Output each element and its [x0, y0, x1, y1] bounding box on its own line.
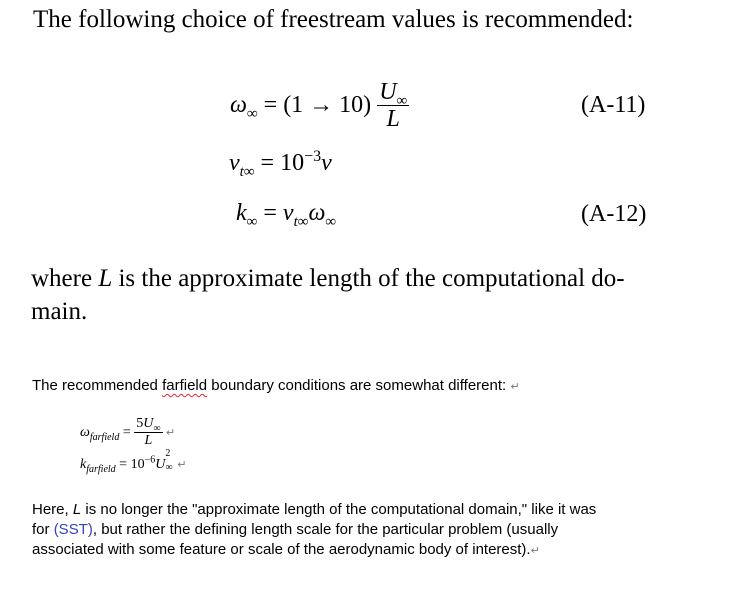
- velocity-over-length-fraction: [377, 80, 409, 133]
- equation-omega-freestream: [230, 80, 409, 133]
- farfield-fraction: [134, 417, 162, 448]
- omega-infinity-symbol: $\omega_\infty$: [230, 91, 258, 122]
- paragraph-mark: ↵: [177, 459, 187, 471]
- paragraph-mark: ↵: [166, 426, 176, 439]
- equation-number-a12: (A-12): [581, 201, 647, 227]
- paragraph-mark: ↵: [530, 545, 540, 557]
- paragraph-mark: ↵: [510, 381, 520, 393]
- where-text-line1: where L is the approximate length of the computational do-: [31, 265, 625, 292]
- sst-reference-link[interactable]: (SST): [53, 521, 93, 538]
- farfield-numerator: $5U_\infty$: [136, 416, 161, 434]
- fraction-denominator: L: [386, 106, 400, 133]
- where-text-line2: main.: [31, 298, 88, 325]
- equation-k-farfield: $k_{farfield} = 10^{-6}U$ 2 ∞ ↵: [80, 448, 187, 475]
- explanation-paragraph: Here, L is no longer the "approximate length of the computational domain," like it was for (SST), but rather the defining length scale for the particular problem (usually associated with some feature or scale of the aerodynamic body of interest).↵: [32, 501, 597, 558]
- equation-omega-farfield: $\omega_{farfield}$ = $\frac{5U_\infty}{L}$ ↵: [80, 416, 176, 448]
- omega-range: = (1 → 10): [263, 91, 372, 118]
- farfield-denominator: L: [144, 432, 153, 448]
- equation-nu-t-freestream: $\nu_{t\infty} = 10^{-3}\nu$: [229, 148, 332, 180]
- nu-rhs-base: = 10: [260, 150, 305, 176]
- nu-tail: ν: [321, 150, 332, 176]
- fraction-numerator: $U_\infty$: [379, 79, 408, 109]
- equation-k-freestream: $k_\infty = \nu_{t\infty}\omega_\infty$: [236, 200, 337, 230]
- equation-number-a11: (A-11): [581, 92, 646, 118]
- farfield-intro: The recommended farfield boundary conditions are somewhat different: ↵: [32, 377, 520, 394]
- nu-exponent: −3: [304, 148, 322, 165]
- spellcheck-word[interactable]: farfield: [162, 377, 208, 394]
- section-heading: The following choice of freestream values is recommended:: [33, 6, 634, 33]
